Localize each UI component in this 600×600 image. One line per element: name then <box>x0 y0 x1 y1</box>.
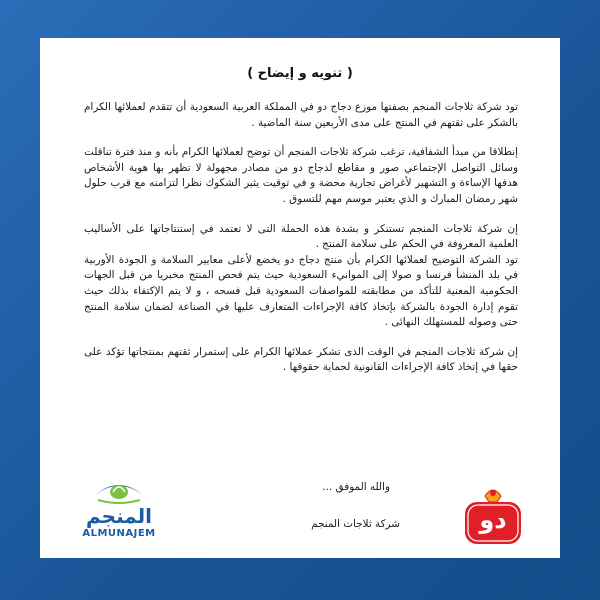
paragraph-quality: تود الشركة التوضيح لعملائها الكرام بأن منتج دجاج دو يخضع لأعلى معايير السلامة و الجودة الأوربية في بلد المنشأ فرنسا و صولا إلى الموانيء السعودية حيث يتم فحص المنتج مخبريا من قبل الجهات الحكومية المعنية للتأكد من مطابقته للمواصفات السعودية قبل فسحه ، و لا يتم الإكتفاء بذلك حيث تقوم إدارة الجودة بالشركة بإتخاذ كافة الإجراءات المتعارف عليها في الصناعة لضمان سلامة المنتج حتى وصوله للمستهلك النهائى . <box>84 253 518 329</box>
almunajem-arabic-wordmark: المنجم <box>85 504 153 528</box>
paragraph-legal: إن شركة ثلاجات المنجم في الوقت الذى تشكر عملائها الكرام على إستمرار ثقتهم بمنتجاتها تؤكد على حقها في إتخاذ كافة الإجراءات القانونية لحماية حقوقها . <box>84 345 518 374</box>
signature-company: شركة ثلاجات المنجم <box>311 518 400 530</box>
announcement-body <box>84 100 518 390</box>
doux-wordmark: دو <box>479 506 507 534</box>
announcement-card <box>40 38 560 558</box>
doux-logo <box>463 484 523 546</box>
closing-line: والله الموفق ... <box>322 481 390 493</box>
almunajem-logo <box>64 476 174 542</box>
almunajem-english-wordmark: ALMUNAJEM <box>82 528 156 539</box>
paragraph-condemnation: إن شركة ثلاجات المنجم تستنكر و بشدة هذه الحملة التى لا تعتمد في إستنتاجاتها على الأساليب العلمية المعروفة في الحكم على سلامة المنتج . <box>84 222 518 251</box>
paragraph-transparency: إنطلاقا من مبدأ الشفافية، ترغب شركة ثلاجات المنجم أن توضح لعملائها الكرام بأنه و منذ فترة تناقلت وسائل التواصل الإجتماعي صور و مقاطع لدجاج دو من مصادر مجهولة لا تظهر بها هوية الأشخاص هدفها الإساءة و التشهير لأغراض تجارية محضة و في توقيت يثير الشكوك نظرا لتزامنه مع قرب حلول شهر رمضان المبارك و الذي يعتبر موسم مهم للتسوق . <box>84 146 518 205</box>
paragraph-intro: تود شركة ثلاجات المنجم بصفتها موزع دجاج دو في المملكة العربية السعودية أن تتقدم لعملائها الكرام بالشكر على ثقتهم في المنتج على مدى الأربعين سنة الماضية . <box>84 101 518 129</box>
announcement-title: ( تنويه و إيضاح ) <box>247 66 353 81</box>
